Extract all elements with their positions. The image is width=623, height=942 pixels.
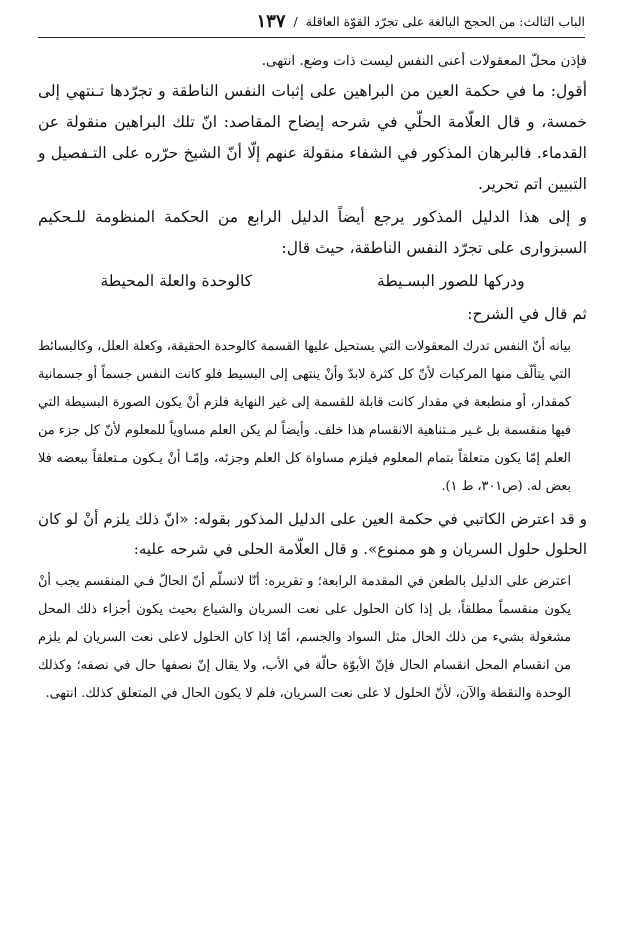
paragraph-katibi-objection: و قد اعترض الكاتبي في حكمة العين على الدليل المذكور بقوله: «انّ ذلك يلزم أنْ لو كان الحلول حلول السريان و هو ممنوع». و قال العلّامة الحلى في شرحه عليه:: [38, 510, 587, 558]
quote-sharh-text: بيانه أنّ النفس تدرك المعقولات التي يستحيل عليها القسمة كالوحدة الحقيقة، وكعلة العلل، وكالبسائط التي يتألّف منها المركبات لأنّ كل كثرة لابدّ وأنْ ينتهى إلى البسيط فلو كانت النفس جسماً أو جسمانية كمقدار، أو منطبعة في مقدار كانت قابلة للقسمة إلى غير النهاية فلزم أنْ يكون الصورة البسيطة التي فيها منقسمة بل غـير مـتناهية الانقسام هذا خلف. وأيضاً لم يكن العلم مساوياً للمعلوم لأنّ كل جزء من العلم إمّا يكون متعلقاً بتمام المعلوم فيلزم مساواة كل العلم وجزئه، وإمّـا أنْ يـكون مـتعلقاً ببعضه فلا بعض له.: [38, 339, 571, 494]
header-separator: /: [293, 13, 298, 29]
chapter-title: الباب الثالث: من الحجج البالغة على تجرّد القوّة العاقلة: [305, 13, 585, 29]
quote-allama-helli: اعترض على الدليل بالطعن في المقدمة الرابعة؛ و تقريره: أنّا لانسلّم أنّ الحالّ فـي المنقسم يجب أنْ يكون منقسماً مطلقاً، بل إذا كان الحلول على نعت السريان والشياع بحيث يكون أجزاء ذلك المحل مشغولة بشيء من ذلك الحال مثل السواد والجسم، أمّا إذا كان الحلول لاعلى نعت السريان لم يلزم من انقسام المحل انقسام الحال فإنّ الأبوّة حالّة في الأب، ولا يقال إنّ نصفها حال في نصفه؛ وكذلك الوحدة والنقطة والآن، لأنّ الحلول لا على نعت السريان، فلم لا يكون الحال في المتعلق كذلك. انتهى.: [38, 574, 571, 701]
running-header: [38, 8, 585, 34]
page-number: ١٣٧: [256, 10, 286, 32]
paragraph-commentary: أقول: ما في حكمة العين من البراهين على إثبات النفس الناطقة و تجرّدها تـنتهي إلى خمسة، و قال العلّامة الحلّي في شرحه إيضاح المقاصد: انّ تلك البراهين منقولة عن القدماء. فالبرهان المذكور في الشفاء منقولة عنهم إلّا أنّ الشيخ حرّره على التـفصيل و التبيين اتم تحرير.: [38, 82, 587, 193]
paragraph-sabzavari-intro: و إلى هذا الدليل المذكور يرجع أيضاً الدليل الرابع من الحكمة المنظومة للـحكيم السبزوارى على تجرّد النفس الناطقة، حيث قال:: [38, 208, 587, 257]
quote-sharh: [38, 333, 587, 501]
quote-sharh-reference: (ص٣٠١، ط ١).: [441, 479, 523, 494]
poem-verse: [38, 265, 587, 297]
header-rule: [38, 37, 585, 38]
paragraph-conclusion: فإذن محلّ المعقولات أعنى النفس ليست ذات وضع. انتهى.: [261, 53, 587, 69]
verse-hemistich-right: ودركها للصور البسـيطة: [377, 272, 525, 290]
page-body: [38, 48, 587, 708]
verse-hemistich-left: كالوحدة والعلة المحيطة: [100, 272, 253, 290]
paragraph-then-said: ثم قال في الشرح:: [467, 305, 587, 323]
